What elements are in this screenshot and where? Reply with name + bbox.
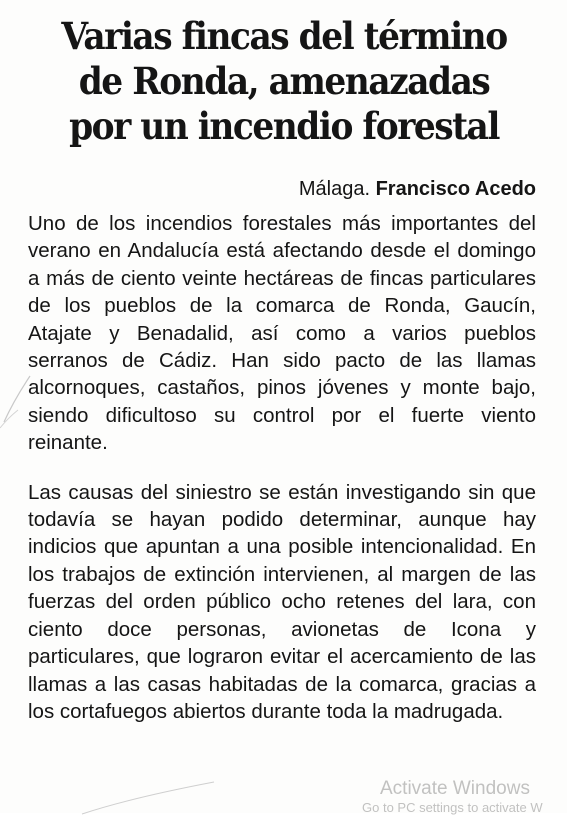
article-byline	[28, 176, 536, 202]
byline-author: Francisco Acedo	[375, 178, 536, 200]
article-paragraph-2: Las causas del siniestro se están investigando sin que todavía se hayan podido determinar, aunque hay indicios que apuntan a una posible intencionalidad. En los trabajos de extinción intervienen, al margen de las fuerzas del orden público ocho retenes del lara, con ciento doce personas, avionetas de Icona y particulares, que lograron evitar el acercamiento de las llamas a las casas habitadas de la comarca, gracias a los cortafuegos abiertos durante toda la madrugada.	[28, 480, 536, 723]
article-paragraph-1: Uno de los incendios forestales más importantes del verano en Andalucía está afectando desde el domingo a más de ciento veinte hectáreas de fincas particulares de los pueblos de la comarca de Ronda, Gaucín, Atajate y Benadalid, así como a varios pueblos serranos de Cádiz. Han sido pacto de las llamas alcornoques, castaños, pinos jóvenes y monte bajo, siendo dificultoso su control por el fuerte viento reinante.	[28, 212, 536, 455]
article-headline: Varias fincas del término de Ronda, amenazadas por un incendio forestal	[61, 14, 507, 148]
activate-windows-hint: Go to PC settings to activate W	[362, 800, 543, 815]
article-body	[28, 210, 536, 725]
scan-mark-bottom	[80, 778, 220, 818]
activate-windows-title: Activate Windows	[380, 778, 530, 799]
byline-place: Málaga.	[298, 178, 371, 200]
